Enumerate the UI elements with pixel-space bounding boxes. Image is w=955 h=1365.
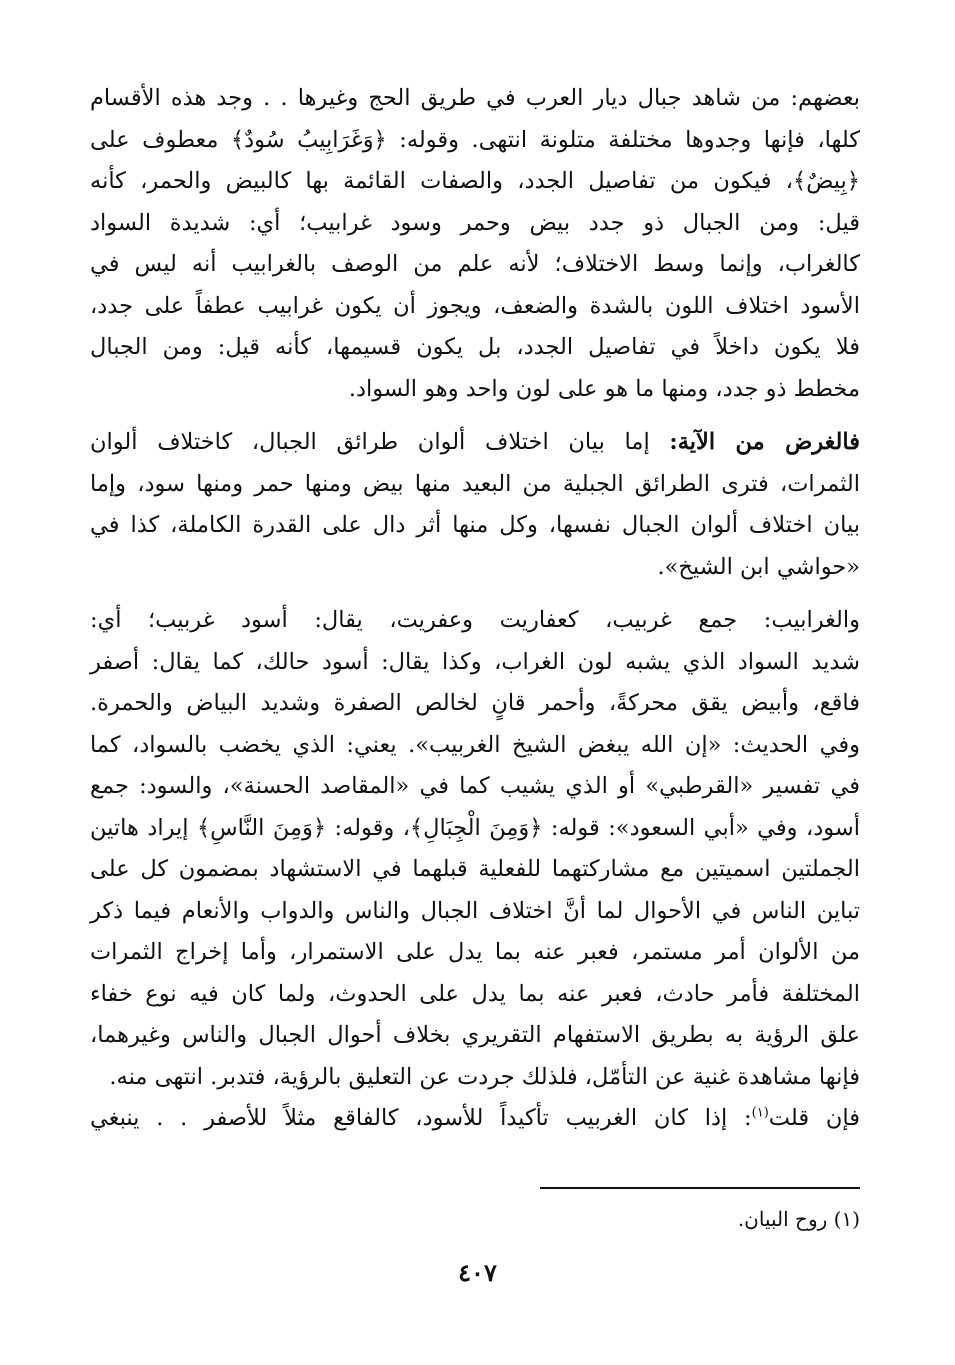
text-line: «حواشي ابن الشيخ». [657, 553, 860, 580]
main-text [90, 78, 860, 1140]
text-line: الثمرات، فترى الطرائق الجبلية من البعيد منها بيض ومنها حمر ومنها سود، وإما [90, 470, 860, 497]
paragraph-4 [90, 1098, 860, 1140]
paragraph-2 [90, 422, 860, 588]
text-line: في تفسير «القرطبي» أو الذي يشيب كما في «المقاصد الحسنة»، والسود: جمع [90, 773, 860, 799]
text-run: : إذا كان الغربيب تأكيداً للأسود، كالفاقع مثلاً للأصفر . . ينبغي [90, 1105, 752, 1131]
text-line: من الألوان أمر مستمر، فعبر عنه بما يدل على الاستمرار، وأما إخراج الثمرات [90, 939, 860, 965]
text-run: إما بيان اختلاف ألوان طرائق الجبال، كاختلاف ألوان [90, 429, 670, 455]
text-line: ﴿بِيضٌ﴾، فيكون من تفاصيل الجدد، والصفات القائمة بها كالبيض والحمر، كأنه [90, 168, 860, 194]
text-line: بعضهم: من شاهد جبال ديار العرب في طريق الحج وغيرها . . وجد هذه الأقسام [90, 85, 860, 111]
text-line: شديد السواد الذي يشبه لون الغراب، وكذا يقال: أسود حالك، كما يقال: أصفر [90, 648, 860, 675]
paragraph-lead: فإن قلت [768, 1105, 860, 1131]
text-line: الجملتين اسميتين مع مشاركتهما للفعلية قبلهما في الاستشهاد بمضمون كل على [90, 856, 860, 882]
paragraph-lead: فالغرض من الآية: [669, 429, 861, 455]
text-line: كلها، فإنها وجدوها مختلفة متلونة انتهى. وقوله: ﴿وَغَرَابِيبُ سُودٌ﴾ معطوف على [90, 126, 860, 153]
text-line: والغرابيب: جمع غربيب، كعفاريت وعفريت، يقال: أسود غربيب؛ أي: [90, 607, 860, 633]
text-line: فإنها مشاهدة غنية عن التأمّل، فلذلك جردت عن التعليق بالرؤية، فتدبر. انتهى منه. [109, 1063, 860, 1090]
page-number: ٤٠٧ [458, 1258, 497, 1287]
footnote-separator [540, 1187, 860, 1189]
text-line [90, 422, 860, 464]
text-line: أسود، وفي «أبي السعود»: قوله: ﴿وَمِنَ الْجِبَالِ﴾، وقوله: ﴿وَمِنَ النَّاسِ﴾ إيراد هاتين [90, 814, 860, 841]
text-line: المختلفة فأمر حادث، فعبر عنه بما يدل على الحدوث، ولما كان فيه نوع خفاء [90, 980, 860, 1007]
text-line: فاقع، وأبيض يقق محركةً، وأحمر قانٍ لخالص الصفرة وشديد البياض والحمرة. [90, 690, 860, 716]
text-line: بيان اختلاف ألوان الجبال نفسها، وكل منها أثر دال على القدرة الكاملة، كذا في [90, 512, 860, 538]
text-line: مخطط ذو جدد، ومنها ما هو على لون واحد وهو السواد. [348, 375, 860, 402]
footnote: (١) روح البيان. [737, 1207, 860, 1231]
text-line: علق الرؤية به بطريق الاستفهام التقريري بخلاف أحوال الجبال والناس وغيرهما، [90, 1022, 860, 1048]
text-line: قيل: ومن الجبال ذو جدد بيض وحمر وسود غرابيب؛ أي: شديدة السواد [90, 209, 860, 236]
text-line: الأسود اختلاف اللون بالشدة والضعف، ويجوز أن يكون غرابيب عطفاً على جدد، [90, 292, 860, 319]
text-line: وفي الحديث: «إن الله يبغض الشيخ الغربيب». يعني: الذي يخضب بالسواد، كما [90, 731, 860, 758]
text-line: تباين الناس في الأحوال لما أنَّ اختلاف الجبال والناس والدواب والأنعام فيما ذكر [90, 897, 860, 924]
footnote-marker: (١) [751, 1105, 769, 1121]
text-line [90, 1098, 860, 1140]
paragraph-3 [90, 600, 860, 1098]
text-line: كالغراب، وإنما وسط الاختلاف؛ لأنه علم من الوصف بالغرابيب أنه ليس في [90, 251, 860, 277]
text-line: فلا يكون داخلاً في تفاصيل الجدد، بل يكون قسيمها، كأنه قيل: ومن الجبال [90, 334, 860, 360]
paragraph-1 [90, 78, 860, 410]
